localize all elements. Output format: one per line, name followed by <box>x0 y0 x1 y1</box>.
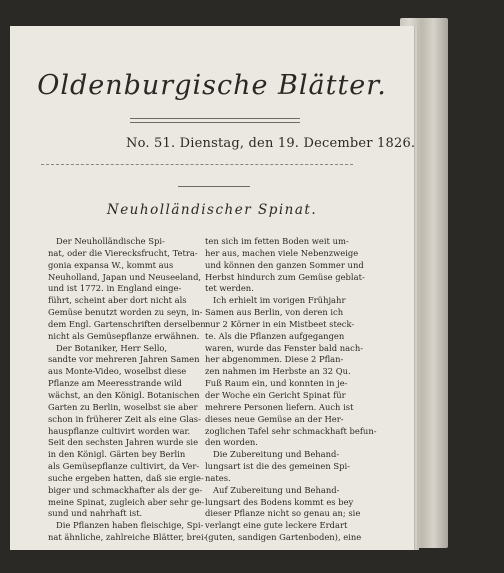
article-line: nur 2 Körner in ein Mistbeet steck- <box>205 318 355 329</box>
article-column-right <box>205 236 377 544</box>
article-line: Pflanze am Meeresstrande wild <box>48 378 182 389</box>
masthead-title: Oldenburgische Blätter. <box>37 70 387 101</box>
article-line: Der Botaniker, Herr Sello, <box>56 342 168 353</box>
article-line: in den Königl. Gärten bey Berlin <box>48 449 186 460</box>
article-line: waren, wurde das Fenster bald nach- <box>205 342 364 353</box>
article-line: und können den ganzen Sommer und <box>205 259 364 270</box>
article-line: her abgenommen. Diese 2 Pflan- <box>205 354 344 365</box>
article-line: nat ähnliche, zahlreiche Blätter, brei- <box>48 532 207 543</box>
article-line: Ich erhielt im vorigen Frühjahr <box>213 295 346 306</box>
article-line: zen nahmen im Herbste an 32 Qu. <box>205 366 351 377</box>
article-line: Der Neuholländische Spi- <box>56 236 165 246</box>
article-line: nicht als Gemüsepflanze erwähnen. <box>48 330 200 341</box>
article-line: te. Als die Pflanzen aufgegangen <box>205 330 345 341</box>
article-column-left <box>48 236 207 544</box>
article-line: Auf Zubereitung und Behand- <box>213 484 340 495</box>
article-line: zoglichen Tafel sehr schmackhaft befun- <box>205 425 377 436</box>
article-line: Gemüse benutzt worden zu seyn, in- <box>48 307 203 318</box>
article-line: wächst, an den Königl. Botanischen <box>48 389 200 400</box>
article-line: dieses neue Gemüse an der Her- <box>205 413 344 424</box>
article-line: lungsart des Bodens kommt es bey <box>205 496 354 507</box>
article-top-rule <box>178 186 250 187</box>
article-line: sund und nahrhaft ist. <box>48 508 143 519</box>
masthead-rule-2 <box>130 122 300 123</box>
article-line: nat, oder die Vierecksfrucht, Tetra- <box>48 247 198 258</box>
article-line: mehrere Personen liefern. Auch ist <box>205 401 354 412</box>
article-line: (guten, sandigen Gartenboden), eine <box>205 532 362 543</box>
article-line: dieser Pflanze nicht so genau an; sie <box>205 508 361 519</box>
issue-dateline: No. 51. Dienstag, den 19. December 1826. <box>126 136 416 151</box>
article-line: ten sich im fetten Boden weit um- <box>205 236 349 246</box>
article-line: schon in früherer Zeit als eine Glas- <box>48 413 201 424</box>
article-title: Neuholländischer Spinat. <box>106 202 318 218</box>
article-line: Samen aus Berlin, von deren ich <box>205 307 344 318</box>
article-line: verlangt eine gute leckere Erdart <box>205 520 348 531</box>
article-line: lungsart ist die des gemeinen Spi- <box>205 461 350 472</box>
article-line: gonia expansa W., kommt aus <box>48 259 174 270</box>
article-line: Neuholland, Japan und Neuseeland, <box>48 271 202 282</box>
article-line: als Gemüsepflanze cultivirt, da Ver- <box>48 461 200 472</box>
article-line: und ist 1772. in England einge- <box>48 283 182 294</box>
article-line: Garten zu Berlin, woselbst sie aber <box>48 401 198 412</box>
article-line: der Woche ein Gericht Spinat für <box>205 389 346 400</box>
article-line: Die Zubereitung und Behand- <box>213 449 340 460</box>
article-line: hauspflanze cultivirt worden war. <box>48 425 191 436</box>
article-line: führt, scheint aber dort nicht als <box>48 295 187 306</box>
article-line: nates. <box>205 472 231 483</box>
article-line: Herbst hindurch zum Gemüse geblat- <box>205 271 365 282</box>
article-line: dem Engl. Gartenschriften derselben <box>48 318 206 329</box>
article-line: den worden. <box>205 437 258 448</box>
masthead-rule <box>130 118 300 119</box>
article-line: biger und schmackhafter als der ge- <box>48 484 203 495</box>
dateline-rule <box>41 164 353 165</box>
article-line: meine Spinat, zugleich aber sehr ge- <box>48 496 205 507</box>
article-line: tet werden. <box>205 283 254 294</box>
article-line: suche ergeben hatten, daß sie ergie- <box>48 472 204 483</box>
article-line: aus Monte-Video, woselbst diese <box>48 366 187 377</box>
article-line: Fuß Raum ein, und konnten in je- <box>205 378 348 389</box>
newspaper-page <box>10 26 414 550</box>
article-line: her aus, machen viele Nebenzweige <box>205 247 359 258</box>
article-line: Seit den sechsten Jahren wurde sie <box>48 437 199 448</box>
article-line: Die Pflanzen haben fleischige, Spi- <box>56 520 204 531</box>
article-line: sandte vor mehreren Jahren Samen <box>48 354 200 365</box>
